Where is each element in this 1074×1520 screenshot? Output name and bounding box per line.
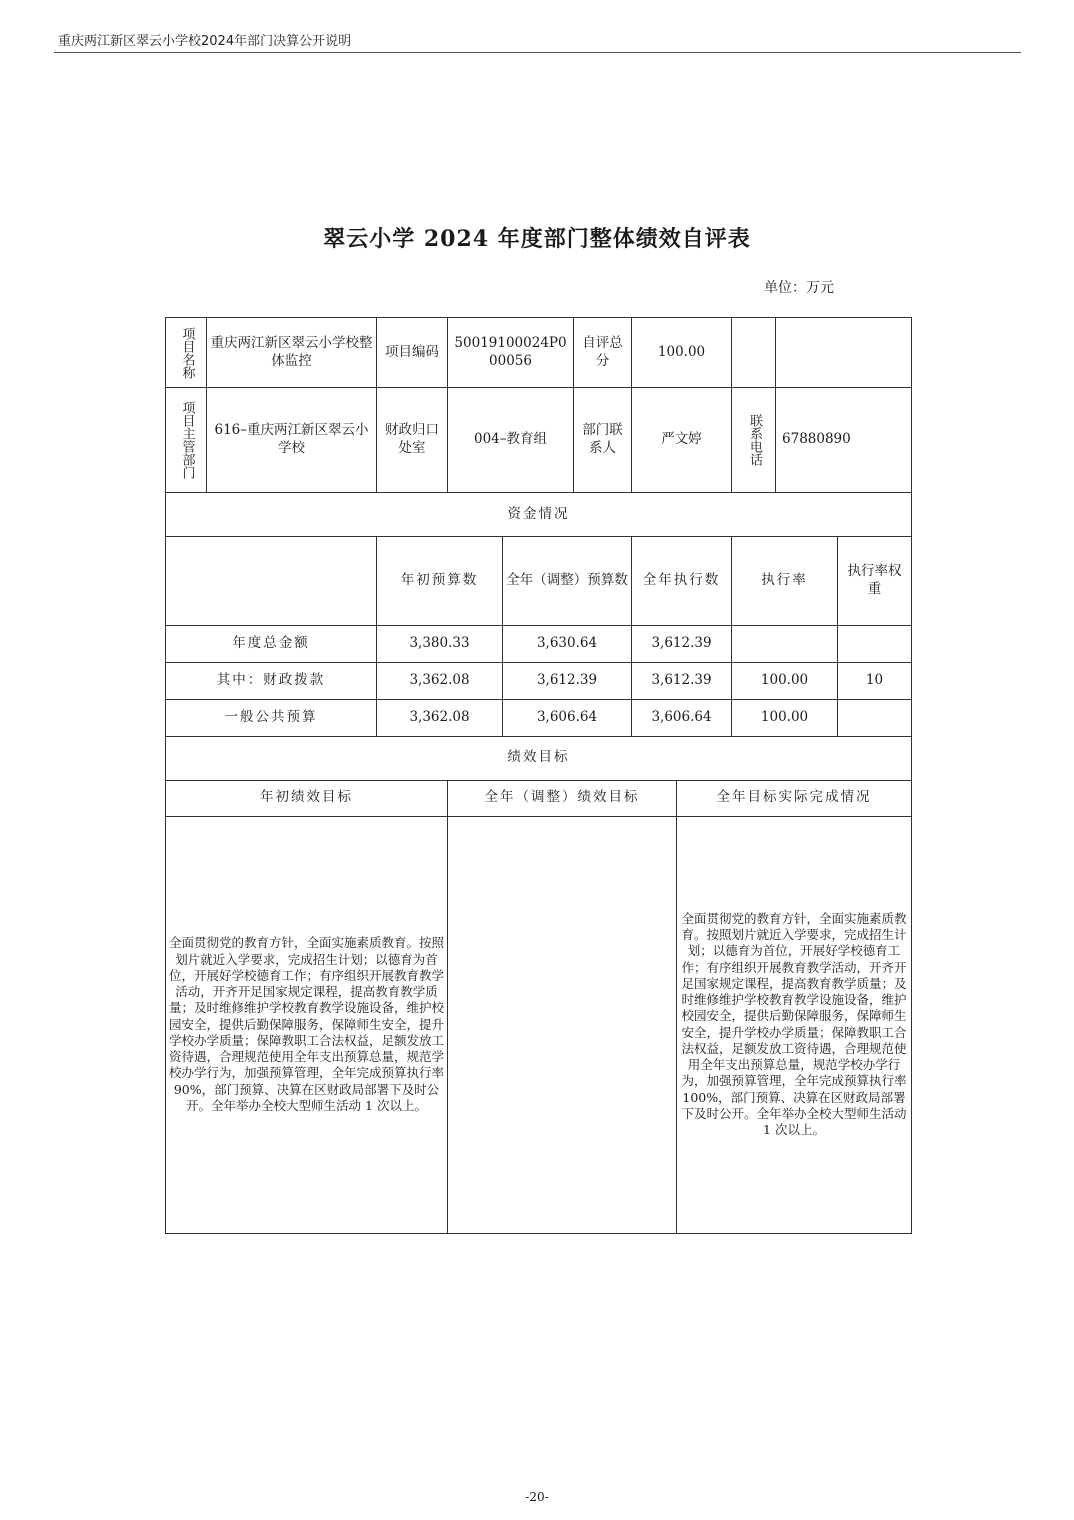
table-row <box>166 699 912 736</box>
self-score-label: 自评总分 <box>574 318 632 388</box>
self-score-value: 100.00 <box>632 318 732 388</box>
empty-cell <box>776 318 912 388</box>
fund-row-label: 其中：财政拨款 <box>166 662 377 699</box>
fund-row-label: 年度总金额 <box>166 625 377 662</box>
funds-header-executed: 全年执行数 <box>632 537 732 626</box>
contact-value: 严文婷 <box>632 388 732 493</box>
fund-rate: 100.00 <box>732 662 838 699</box>
fund-weight: 10 <box>838 662 912 699</box>
department-value: 616–重庆两江新区翠云小学校 <box>207 388 377 493</box>
goals-header-row <box>166 780 912 816</box>
fund-weight <box>838 625 912 662</box>
funds-header-initial: 年初预算数 <box>377 537 503 626</box>
funds-section-row <box>166 493 912 537</box>
fund-adjusted: 3,612.39 <box>503 662 632 699</box>
initial-goal-text: 全面贯彻党的教育方针，全面实施素质教育。按照划片就近入学要求，完成招生计划；以德育为首位，开展好学校德育工作；有序组织开展教育教学活动，开齐开足国家规定课程，提高教育教学质量；及时维修维护学校教育教学设施设备，维护校园安全，提供后勤保障服务，保障师生安全，提升学校办学质量；保障教职工合法权益，足额发放工资待遇，合理规范使用全年支出预算总量，规范学校办学行为，加强预算管理，全年完成预算执行率 90%，部门预算、决算在区财政局部署下及时公开。全年举办全校大型师生活动 1 次以上。 <box>166 816 448 1233</box>
finance-office-label: 财政归口处室 <box>377 388 448 493</box>
page-title: 翠云小学 2024 年度部门整体绩效自评表 <box>323 226 751 252</box>
empty-cell <box>732 318 776 388</box>
fund-executed: 3,606.64 <box>632 699 732 736</box>
fund-row-label: 一般公共预算 <box>166 699 377 736</box>
fund-rate <box>732 625 838 662</box>
fund-weight <box>838 699 912 736</box>
department-label: 项目主管部门 <box>166 388 207 493</box>
table-row <box>166 625 912 662</box>
goals-header-actual: 全年目标实际完成情况 <box>677 780 912 816</box>
goals-header-adjusted: 全年（调整）绩效目标 <box>448 780 677 816</box>
info-row-project <box>166 318 912 388</box>
fund-initial: 3,362.08 <box>377 662 503 699</box>
project-name-label: 项目名称 <box>166 318 207 388</box>
table-row <box>166 662 912 699</box>
goals-section-title: 绩效目标 <box>166 736 912 780</box>
funds-header-weight: 执行率权重 <box>838 537 912 626</box>
goals-content-row <box>166 816 912 1233</box>
phone-label: 联系电话 <box>732 388 776 493</box>
page-number: -20- <box>525 1490 549 1504</box>
fund-adjusted: 3,606.64 <box>503 699 632 736</box>
fund-executed: 3,612.39 <box>632 625 732 662</box>
funds-header-row <box>166 537 912 626</box>
fund-adjusted: 3,630.64 <box>503 625 632 662</box>
funds-header-adjusted: 全年（调整）预算数 <box>503 537 632 626</box>
header-divider <box>54 52 1021 53</box>
document-header: 重庆两江新区翠云小学校2024年部门决算公开说明 <box>58 34 352 49</box>
info-row-department <box>166 388 912 493</box>
project-code-value: 50019100024P000056 <box>448 318 574 388</box>
actual-completion-text: 全面贯彻党的教育方针，全面实施素质教育。按照划片就近入学要求，完成招生计划；以德育为首位，开展好学校德育工作；有序组织开展教育教学活动，开齐开足国家规定课程，提高教育教学质量；及时维修维护学校教育教学设施设备，维护校园安全，提供后勤保障服务，保障师生安全，提升学校办学质量；保障教职工合法权益，足额发放工资待遇，合理规范使用全年支出预算总量，规范学校办学行为，加强预算管理，全年完成预算执行率 100%，部门预算、决算在区财政局部署下及时公开。全年举办全校大型师生活动 1 次以上。 <box>677 816 912 1233</box>
fund-rate: 100.00 <box>732 699 838 736</box>
contact-label: 部门联系人 <box>574 388 632 493</box>
project-code-label: 项目编码 <box>377 318 448 388</box>
goals-header-initial: 年初绩效目标 <box>166 780 448 816</box>
fund-initial: 3,362.08 <box>377 699 503 736</box>
funds-header-rate: 执行率 <box>732 537 838 626</box>
fund-initial: 3,380.33 <box>377 625 503 662</box>
unit-label: 单位：万元 <box>764 280 834 296</box>
funds-section-title: 资金情况 <box>166 493 912 537</box>
goals-section-row <box>166 736 912 780</box>
finance-office-value: 004–教育组 <box>448 388 574 493</box>
funds-header-blank <box>166 537 377 626</box>
performance-table <box>165 317 912 1234</box>
fund-executed: 3,612.39 <box>632 662 732 699</box>
adjusted-goal-text <box>448 816 677 1233</box>
project-name-value: 重庆两江新区翠云小学校整体监控 <box>207 318 377 388</box>
phone-value: 67880890 <box>776 388 912 493</box>
